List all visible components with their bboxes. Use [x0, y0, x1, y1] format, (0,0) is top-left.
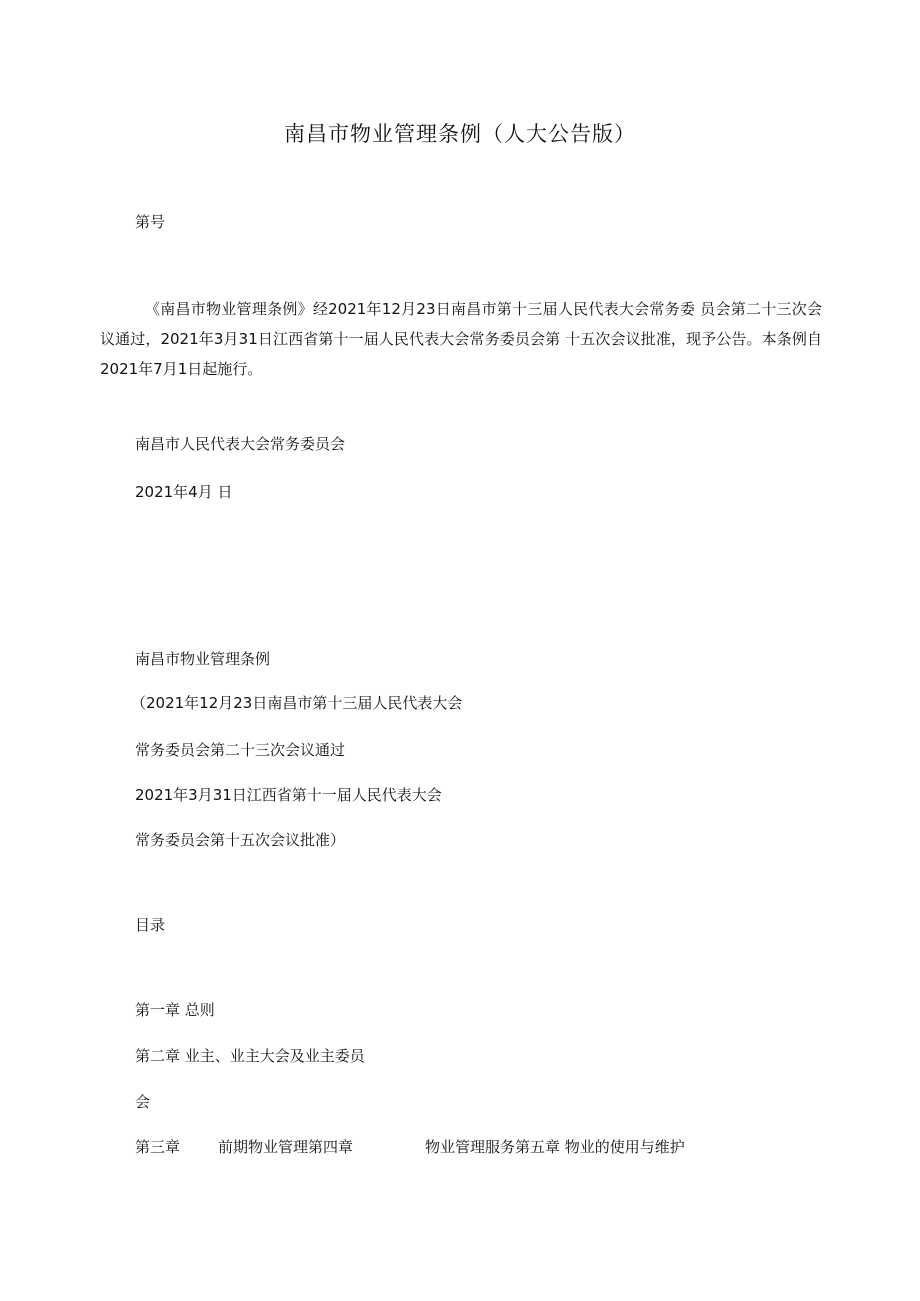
- toc-chapters-4-5: 物业管理服务第五章 物业的使用与维护: [425, 1138, 685, 1156]
- notice-paragraph: 《南昌市物业管理条例》经2021年12月23日南昌市第十三届人民代表大会常务委 员会第二十三次会议通过，2021年3月31日江西省第十一届人民代表大会常务委员会第 十五次会议批准，现予公告。本条例自2021年7月1日起施行。: [100, 300, 822, 378]
- adoption-line-3: 2021年3月31日江西省第十一届人民代表大会: [135, 786, 442, 804]
- toc-chapter-3-title: 前期物业管理第四章: [218, 1138, 354, 1156]
- issuer: 南昌市人民代表大会常务委员会: [135, 435, 346, 453]
- adoption-line-2: 常务委员会第二十三次会议通过: [135, 741, 346, 759]
- adoption-line-4: 常务委员会第十五次会议批准）: [135, 831, 346, 849]
- toc-chapter-2: 第二章 业主、业主大会及业主委员: [135, 1047, 365, 1065]
- toc-chapter-1: 第一章 总则: [135, 1001, 215, 1019]
- regulation-title: 南昌市物业管理条例: [135, 650, 271, 668]
- notice-number: 第号: [135, 213, 166, 231]
- toc-chapter-2-continued: 会: [135, 1093, 151, 1111]
- issue-date: 2021年4月 日: [135, 483, 233, 501]
- adoption-line-1: （2021年12月23日南昌市第十三届人民代表大会: [131, 694, 463, 712]
- document-title: 南昌市物业管理条例（人大公告版）: [284, 122, 636, 146]
- toc-chapter-3-label: 第三章: [135, 1138, 181, 1156]
- toc-heading: 目录: [135, 916, 166, 934]
